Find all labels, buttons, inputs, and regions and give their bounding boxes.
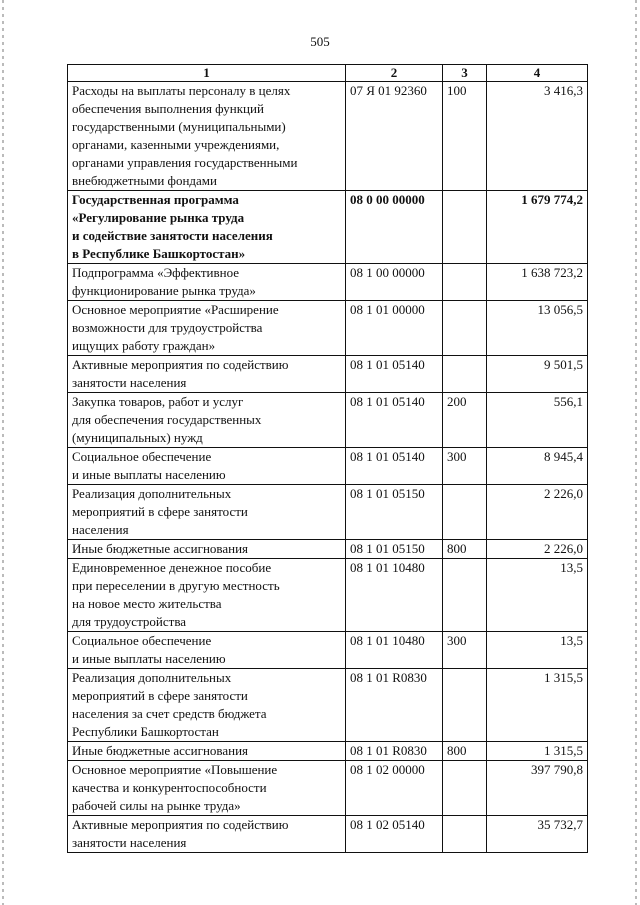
cell-code: 08 1 01 05140 (346, 393, 443, 448)
cell-name: Основное мероприятие «Повышение качества и конкурентоспособности рабочей силы на рынке труда» (68, 761, 346, 816)
cell-code: 08 1 01 00000 (346, 301, 443, 356)
cell-sum: 3 416,3 (487, 82, 588, 191)
cell-name: Основное мероприятие «Расширение возможности для трудоустройства ищущих работу граждан» (68, 301, 346, 356)
cell-sum: 9 501,5 (487, 356, 588, 393)
cell-expense-type: 300 (443, 448, 487, 485)
cell-sum: 8 945,4 (487, 448, 588, 485)
cell-code: 08 1 01 05150 (346, 540, 443, 559)
cell-name: Социальное обеспечение и иные выплаты населению (68, 448, 346, 485)
cell-code: 08 1 01 10480 (346, 632, 443, 669)
table-row (68, 742, 588, 761)
table-body (68, 82, 588, 853)
cell-sum: 1 679 774,2 (487, 191, 588, 264)
budget-table (67, 64, 588, 853)
cell-sum: 2 226,0 (487, 540, 588, 559)
cell-sum: 1 638 723,2 (487, 264, 588, 301)
table-row (68, 485, 588, 540)
cell-sum: 13 056,5 (487, 301, 588, 356)
cell-name: Иные бюджетные ассигнования (68, 742, 346, 761)
column-header-code: 2 (346, 65, 443, 82)
table-row (68, 448, 588, 485)
cell-sum: 35 732,7 (487, 816, 588, 853)
cell-sum: 397 790,8 (487, 761, 588, 816)
cell-sum: 13,5 (487, 559, 588, 632)
cell-code: 08 1 02 00000 (346, 761, 443, 816)
cell-name: Активные мероприятия по содействию занятости населения (68, 816, 346, 853)
scan-edge-right (635, 0, 637, 905)
cell-name: Подпрограмма «Эффективное функционирование рынка труда» (68, 264, 346, 301)
cell-code: 08 1 01 05150 (346, 485, 443, 540)
table-row (68, 540, 588, 559)
cell-code: 08 1 00 00000 (346, 264, 443, 301)
cell-code: 07 Я 01 92360 (346, 82, 443, 191)
cell-expense-type (443, 669, 487, 742)
cell-expense-type (443, 816, 487, 853)
table-row (68, 669, 588, 742)
table-row (68, 632, 588, 669)
cell-name: Реализация дополнительных мероприятий в сфере занятости населения за счет средств бюджета Республики Башкортостан (68, 669, 346, 742)
column-header-name: 1 (68, 65, 346, 82)
table-row (68, 191, 588, 264)
cell-name: Активные мероприятия по содействию занятости населения (68, 356, 346, 393)
cell-name: Реализация дополнительных мероприятий в сфере занятости населения (68, 485, 346, 540)
cell-code: 08 0 00 00000 (346, 191, 443, 264)
table-row (68, 82, 588, 191)
cell-code: 08 1 01 05140 (346, 448, 443, 485)
cell-sum: 2 226,0 (487, 485, 588, 540)
table-row (68, 301, 588, 356)
cell-expense-type: 800 (443, 742, 487, 761)
table-row (68, 264, 588, 301)
column-header-type: 3 (443, 65, 487, 82)
cell-code: 08 1 01 05140 (346, 356, 443, 393)
table-header-row (68, 65, 588, 82)
cell-name: Закупка товаров, работ и услуг для обеспечения государственных (муниципальных) нужд (68, 393, 346, 448)
cell-code: 08 1 01 10480 (346, 559, 443, 632)
cell-code: 08 1 01 R0830 (346, 742, 443, 761)
cell-name: Расходы на выплаты персоналу в целях обеспечения выполнения функций государственными (муниципальными) органами, казенными учреждениями, органами управления государственными внебюджетными фондами (68, 82, 346, 191)
cell-expense-type (443, 559, 487, 632)
cell-expense-type: 200 (443, 393, 487, 448)
cell-expense-type (443, 761, 487, 816)
cell-expense-type (443, 356, 487, 393)
cell-expense-type (443, 301, 487, 356)
cell-expense-type: 300 (443, 632, 487, 669)
cell-code: 08 1 01 R0830 (346, 669, 443, 742)
column-header-sum: 4 (487, 65, 588, 82)
table-row (68, 816, 588, 853)
table-row (68, 356, 588, 393)
cell-expense-type (443, 191, 487, 264)
cell-name: Социальное обеспечение и иные выплаты населению (68, 632, 346, 669)
table-row (68, 393, 588, 448)
cell-expense-type: 800 (443, 540, 487, 559)
cell-expense-type (443, 485, 487, 540)
cell-name: Иные бюджетные ассигнования (68, 540, 346, 559)
cell-sum: 13,5 (487, 632, 588, 669)
cell-name: Единовременное денежное пособие при переселении в другую местность на новое место жительства для трудоустройства (68, 559, 346, 632)
cell-name: Государственная программа «Регулирование рынка труда и содействие занятости населения в Республике Башкортостан» (68, 191, 346, 264)
cell-sum: 556,1 (487, 393, 588, 448)
table-row (68, 761, 588, 816)
cell-expense-type (443, 264, 487, 301)
page-number: 505 (310, 34, 330, 49)
scan-edge-left (2, 0, 4, 905)
cell-expense-type: 100 (443, 82, 487, 191)
cell-sum: 1 315,5 (487, 669, 588, 742)
cell-sum: 1 315,5 (487, 742, 588, 761)
table-row (68, 559, 588, 632)
cell-code: 08 1 02 05140 (346, 816, 443, 853)
